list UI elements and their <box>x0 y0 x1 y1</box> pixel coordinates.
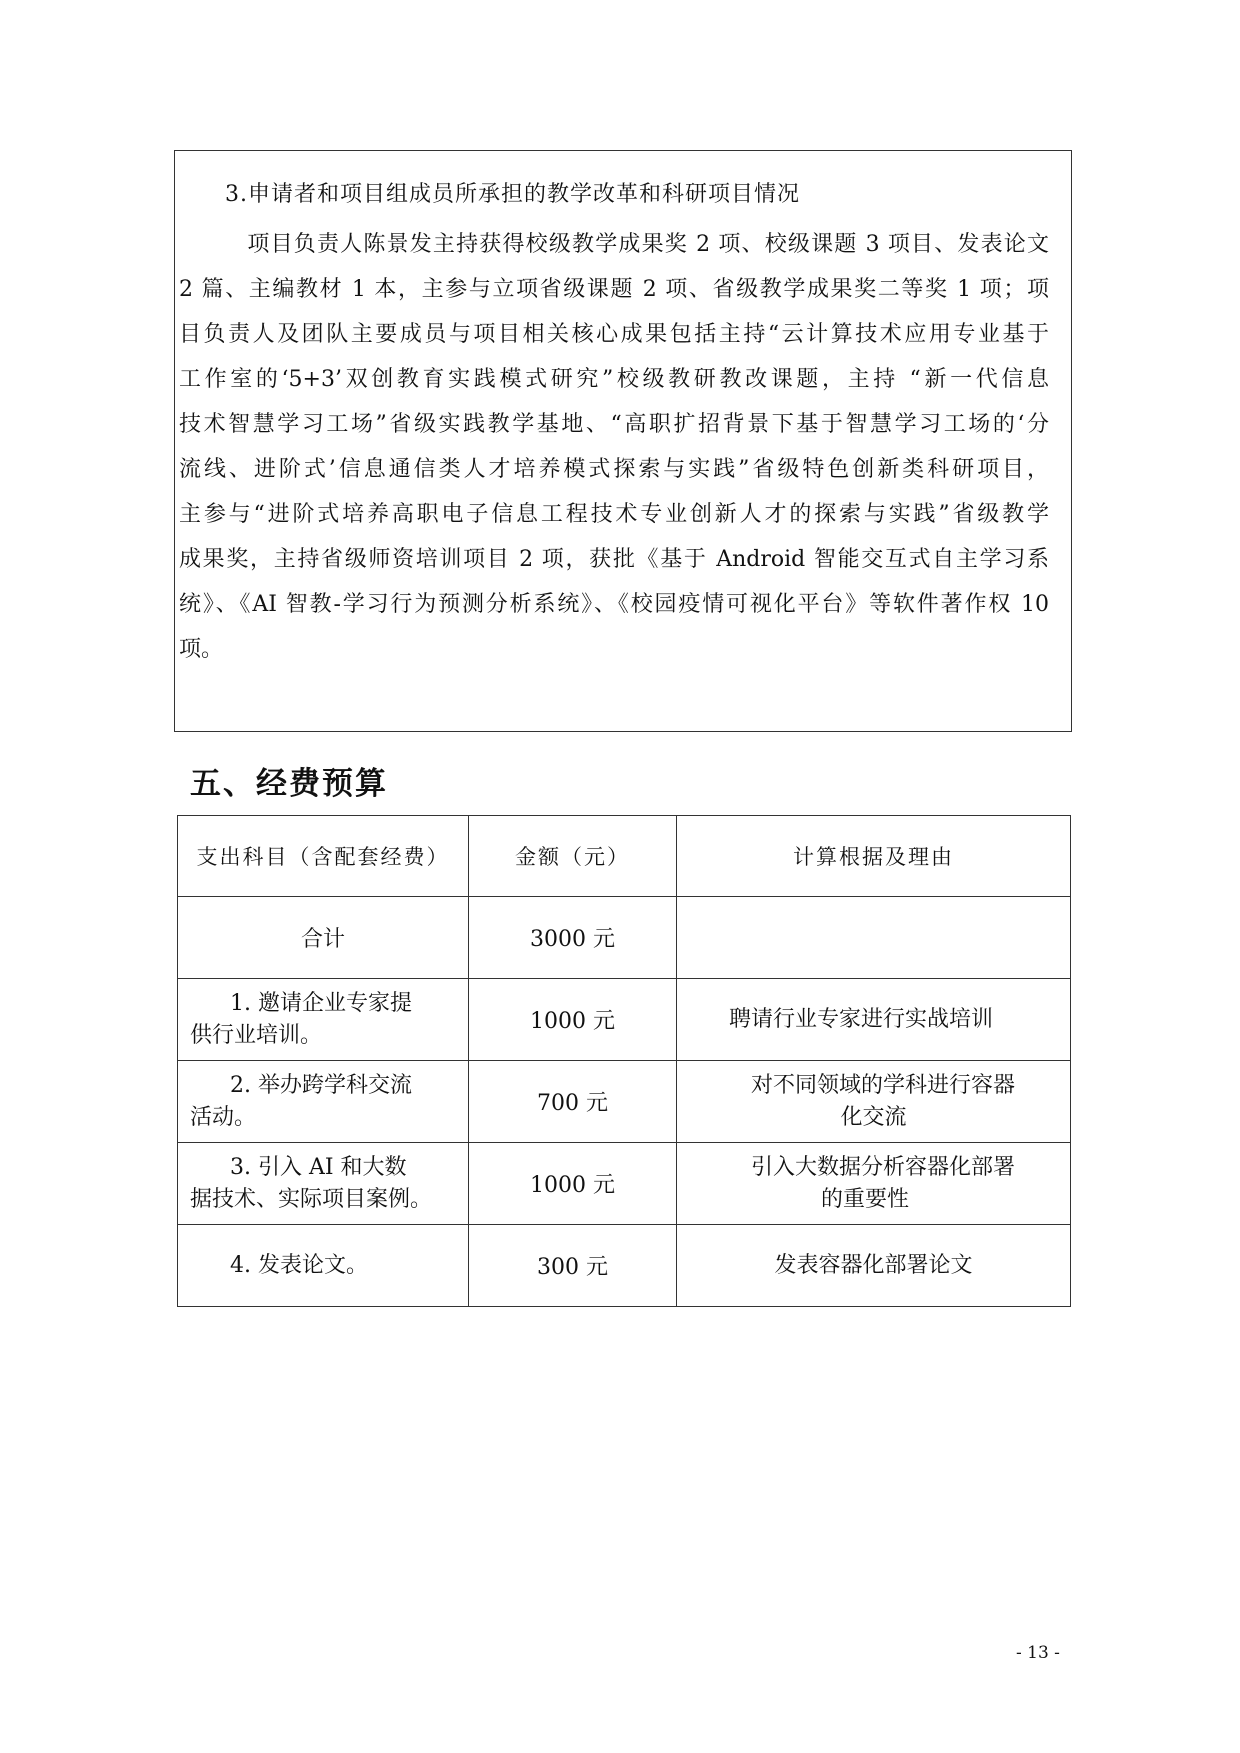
total-reason <box>677 897 1071 979</box>
body-line: 成果奖，主持省级师资培训项目 2 项，获批《基于 Android 智能交互式自主学习系 <box>179 547 1049 572</box>
item-cell <box>178 1225 469 1307</box>
body-line: 流线、进阶式’信息通信类人才培养模式探索与实践”省级特色创新类科研项目， <box>179 457 1049 482</box>
table-row <box>178 1143 1071 1225</box>
body-line: 统》、《AI 智教-学习行为预测分析系统》、《校园疫情可视化平台》等软件著作权 10 <box>179 592 1049 617</box>
reason-text: 发表容器化部署论文 <box>774 1252 973 1278</box>
section3-box <box>174 150 1072 732</box>
item-text: 供行业培训。 <box>190 1022 323 1048</box>
reason-text: 对不同领域的学科进行容器 <box>751 1072 1016 1098</box>
table-row-total <box>178 897 1071 979</box>
body-line: 主参与“进阶式培养高职电子信息工程技术专业创新人才的探索与实践”省级教学 <box>179 502 1049 527</box>
amount-cell: 1000 元 <box>469 979 677 1061</box>
page-number: - 13 - <box>1016 1643 1060 1663</box>
budget-table <box>177 815 1071 1307</box>
total-amount: 3000 元 <box>469 897 677 979</box>
reason-cell <box>677 979 1071 1061</box>
item-text: 2. 举办跨学科交流 <box>230 1072 412 1098</box>
amount-cell: 700 元 <box>469 1061 677 1143</box>
item-text: 活动。 <box>190 1104 257 1130</box>
table-row <box>178 979 1071 1061</box>
header-amount: 金额（元） <box>469 816 677 897</box>
reason-text: 引入大数据分析容器化部署 <box>751 1154 1016 1180</box>
table-header-row <box>178 816 1071 897</box>
total-label: 合计 <box>178 897 469 979</box>
table-row <box>178 1061 1071 1143</box>
reason-text: 的重要性 <box>821 1186 910 1212</box>
item-cell <box>178 1143 469 1225</box>
body-line: 项目负责人陈景发主持获得校级教学成果奖 2 项、校级课题 3 项目、发表论文 <box>201 232 1049 257</box>
item-text: 4. 发表论文。 <box>230 1252 368 1278</box>
body-line: 2 篇、主编教材 1 本，主参与立项省级课题 2 项、省级教学成果奖二等奖 1 项；项 <box>179 277 1049 302</box>
section-title: 五、经费预算 <box>190 766 388 802</box>
reason-cell <box>677 1143 1071 1225</box>
body-line: 工作室的‘5+3’双创教育实践模式研究”校级教研教改课题，主持 “新一代信息 <box>179 367 1049 392</box>
item-text: 1. 邀请企业专家提 <box>230 990 412 1016</box>
reason-cell <box>677 1225 1071 1307</box>
item-cell <box>178 979 469 1061</box>
item-text: 据技术、实际项目案例。 <box>190 1186 433 1212</box>
body-line: 目负责人及团队主要成员与项目相关核心成果包括主持“云计算技术应用专业基于 <box>179 322 1049 347</box>
item-cell <box>178 1061 469 1143</box>
header-item: 支出科目（含配套经费） <box>178 816 469 897</box>
body-line: 项。 <box>179 637 224 662</box>
amount-cell: 300 元 <box>469 1225 677 1307</box>
item-text: 3. 引入 AI 和大数 <box>230 1154 407 1180</box>
reason-cell <box>677 1061 1071 1143</box>
amount-cell: 1000 元 <box>469 1143 677 1225</box>
reason-text: 化交流 <box>840 1104 907 1130</box>
body-line: 技术智慧学习工场”省级实践教学基地、“高职扩招背景下基于智慧学习工场的‘分 <box>179 412 1049 437</box>
reason-text: 聘请行业专家进行实战培训 <box>729 1006 994 1032</box>
header-reason: 计算根据及理由 <box>677 816 1071 897</box>
section3-heading: 3.申请者和项目组成员所承担的教学改革和科研项目情况 <box>225 182 800 207</box>
table-row <box>178 1225 1071 1307</box>
